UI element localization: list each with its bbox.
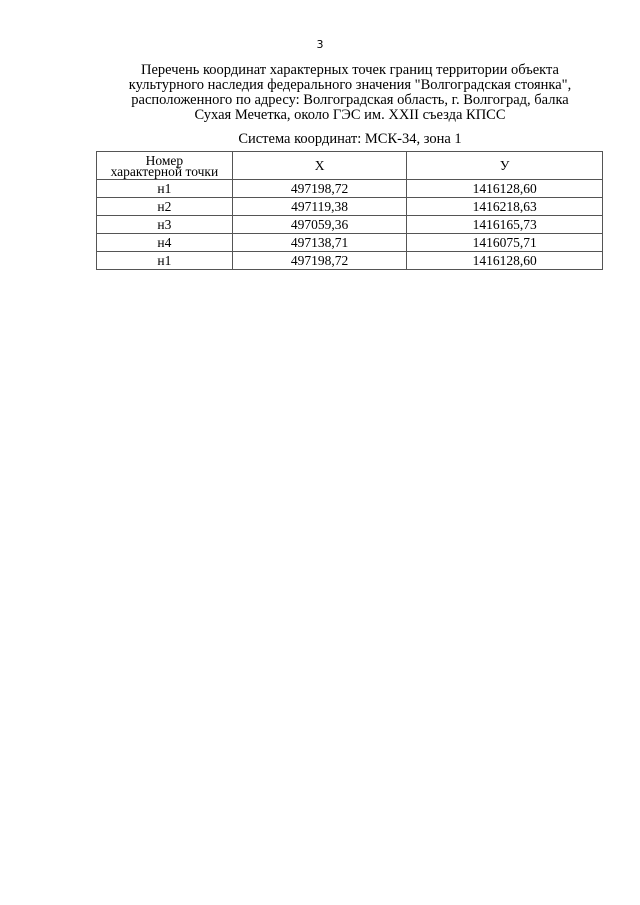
cell-y: 1416218,63 <box>407 198 603 216</box>
table-row <box>97 216 603 234</box>
cell-x: 497198,72 <box>232 180 407 198</box>
cell-y: 1416075,71 <box>407 234 603 252</box>
cell-y: 1416165,73 <box>407 216 603 234</box>
coordinates-table <box>96 151 603 270</box>
table-row <box>97 180 603 198</box>
cell-point: н3 <box>97 216 233 234</box>
cell-point: н1 <box>97 252 233 270</box>
title-line-1: Перечень координат характерных точек границ территории объекта <box>141 62 559 78</box>
cell-point: н2 <box>97 198 233 216</box>
coordinate-system-label: Система координат: МСК-34, зона 1 <box>238 131 462 147</box>
table-row <box>97 198 603 216</box>
title-line-4: Сухая Мечетка, около ГЭС им. XXII съезда КПСС <box>194 107 506 123</box>
title-line-3: расположенного по адресу: Волгоградская область, г. Волгоград, балка <box>131 92 569 108</box>
header-x: Х <box>232 152 407 180</box>
header-point-line-1: Номер <box>145 152 184 168</box>
cell-y: 1416128,60 <box>407 180 603 198</box>
cell-x: 497138,71 <box>232 234 407 252</box>
header-y: У <box>407 152 603 180</box>
table-row <box>97 252 603 270</box>
cell-x: 497059,36 <box>232 216 407 234</box>
cell-point: н1 <box>97 180 233 198</box>
header-point-number <box>97 152 233 180</box>
header-point-line-2: характерной точки <box>110 163 219 179</box>
page-number: 3 <box>316 38 324 51</box>
document-title <box>100 63 600 123</box>
cell-x: 497198,72 <box>232 252 407 270</box>
title-line-2: культурного наследия федерального значения "Волгоградская стоянка", <box>128 77 572 93</box>
table-header-row <box>97 152 603 180</box>
cell-x: 497119,38 <box>232 198 407 216</box>
table-row <box>97 234 603 252</box>
cell-y: 1416128,60 <box>407 252 603 270</box>
cell-point: н4 <box>97 234 233 252</box>
